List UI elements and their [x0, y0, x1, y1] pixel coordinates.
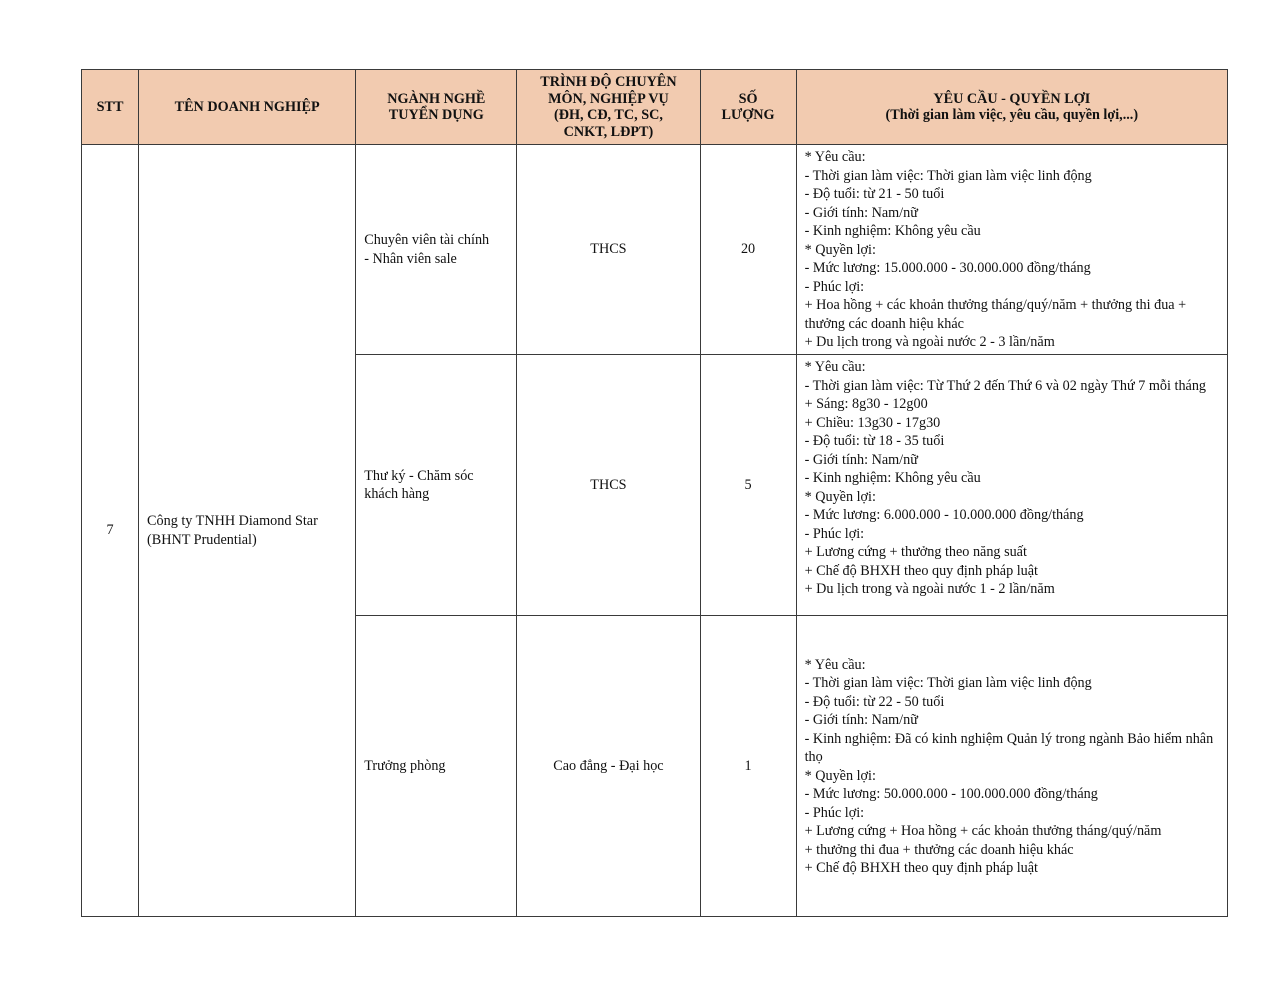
requirement-line: * Quyền lợi:	[804, 488, 876, 505]
requirement-line: - Độ tuổi: từ 22 - 50 tuổi	[804, 693, 945, 710]
requirement-line: * Yêu cầu:	[804, 359, 866, 375]
requirement-line: + Lương cứng + Hoa hồng + các khoản thưởng tháng/quý/năm	[804, 823, 1162, 839]
requirement-line: + Chiều: 13g30 - 17g30	[804, 414, 941, 431]
requirement-line: + Lương cứng + thưởng theo năng suất	[804, 544, 1027, 560]
trade-cell	[356, 355, 517, 616]
quantity-cell: 1	[700, 616, 796, 917]
trade-line: khách hàng	[364, 486, 430, 502]
level-cell: THCS	[517, 145, 700, 355]
requirement-line: - Giới tính: Nam/nữ	[804, 712, 918, 728]
header-level-line: (ĐH, CĐ, TC, SC,	[553, 107, 663, 123]
requirement-line: - Giới tính: Nam/nữ	[804, 204, 918, 221]
requirements-cell	[796, 145, 1227, 355]
requirement-line: - Giới tính: Nam/nữ	[804, 451, 918, 468]
requirement-line: * Quyền lợi:	[804, 241, 876, 258]
requirement-line: - Độ tuổi: từ 21 - 50 tuổi	[804, 186, 945, 202]
requirement-line: - Phúc lợi:	[804, 804, 865, 821]
requirement-line: - Thời gian làm việc: Thời gian làm việc linh động	[804, 167, 1092, 184]
trade-line: Trưởng phòng	[364, 757, 446, 774]
recruitment-table	[81, 69, 1228, 917]
requirement-line: * Yêu cầu:	[804, 149, 866, 165]
requirement-line: - Phúc lợi:	[804, 525, 865, 542]
stt-cell: 7	[82, 145, 139, 917]
requirement-line: + Sáng: 8g30 - 12g00	[804, 396, 928, 412]
header-company: TÊN DOANH NGHIỆP	[139, 70, 356, 145]
header-requirements-line: (Thời gian làm việc, yêu cầu, quyền lợi,...)	[885, 107, 1139, 123]
header-level-line: MÔN, NGHIỆP VỤ	[548, 90, 669, 107]
header-quantity	[700, 70, 796, 145]
quantity-cell: 20	[700, 145, 796, 355]
header-trade-line: NGÀNH NGHỀ	[387, 90, 486, 107]
requirement-line: + Du lịch trong và ngoài nước 1 - 2 lần/năm	[804, 581, 1055, 597]
company-name-line: Công ty TNHH Diamond Star	[147, 513, 318, 529]
company-name-line: (BHNT Prudential)	[147, 531, 257, 548]
level-cell: Cao đẳng - Đại học	[517, 616, 700, 917]
requirement-line: + Chế độ BHXH theo quy định pháp luật	[804, 562, 1038, 579]
header-quantity-line: LƯỢNG	[721, 107, 775, 123]
header-quantity-line: SỐ	[738, 90, 758, 107]
trade-cell	[356, 145, 517, 355]
requirement-line: * Yêu cầu:	[804, 656, 866, 673]
requirement-line: - Thời gian làm việc: Từ Thứ 2 đến Thứ 6 và 02 ngày Thứ 7 mỗi tháng	[804, 377, 1207, 394]
requirement-line: - Mức lương: 50.000.000 - 100.000.000 đồng/tháng	[804, 786, 1098, 802]
requirement-line: - Kinh nghiệm: Không yêu cầu	[804, 223, 981, 239]
trade-cell	[356, 616, 517, 917]
header-requirements	[796, 70, 1227, 145]
header-level	[517, 70, 700, 145]
trade-line: Thư ký - Chăm sóc	[364, 467, 474, 484]
table-row	[82, 145, 1228, 355]
requirements-cell	[796, 355, 1227, 616]
header-trade	[356, 70, 517, 145]
header-trade-line: TUYỂN DỤNG	[388, 107, 484, 123]
header-level-line: TRÌNH ĐỘ CHUYÊN	[540, 74, 677, 90]
requirement-line: - Kinh nghiệm: Không yêu cầu	[804, 470, 981, 486]
requirement-line: + Hoa hồng + các khoản thưởng tháng/quý/năm + thưởng thi đua + thưởng các doanh hiệu khác	[804, 297, 1187, 332]
company-cell	[139, 145, 356, 917]
requirements-cell	[796, 616, 1227, 917]
requirement-line: + thưởng thi đua + thưởng các doanh hiệu khác	[804, 841, 1074, 858]
requirement-line: - Thời gian làm việc: Thời gian làm việc linh động	[804, 675, 1092, 691]
requirement-line: - Phúc lợi:	[804, 278, 865, 295]
quantity-cell: 5	[700, 355, 796, 616]
requirement-line: - Độ tuổi: từ 18 - 35 tuổi	[804, 433, 945, 449]
requirement-line: + Du lịch trong và ngoài nước 2 - 3 lần/năm	[804, 334, 1055, 350]
requirement-line: - Mức lương: 6.000.000 - 10.000.000 đồng/tháng	[804, 507, 1084, 523]
requirement-line: - Kinh nghiệm: Đã có kinh nghiệm Quản lý trong ngành Bảo hiểm nhân thọ	[804, 730, 1214, 765]
table-header	[82, 70, 1228, 145]
header-level-line: CNKT, LĐPT)	[563, 123, 654, 140]
trade-line: - Nhân viên sale	[364, 250, 457, 267]
requirement-line: - Mức lương: 15.000.000 - 30.000.000 đồng/tháng	[804, 260, 1091, 276]
requirement-line: * Quyền lợi:	[804, 767, 876, 784]
header-requirements-line: YÊU CẦU - QUYỀN LỢI	[933, 90, 1091, 107]
requirement-line: + Chế độ BHXH theo quy định pháp luật	[804, 860, 1038, 876]
trade-line: Chuyên viên tài chính	[364, 232, 490, 248]
header-stt: STT	[82, 70, 139, 145]
level-cell: THCS	[517, 355, 700, 616]
